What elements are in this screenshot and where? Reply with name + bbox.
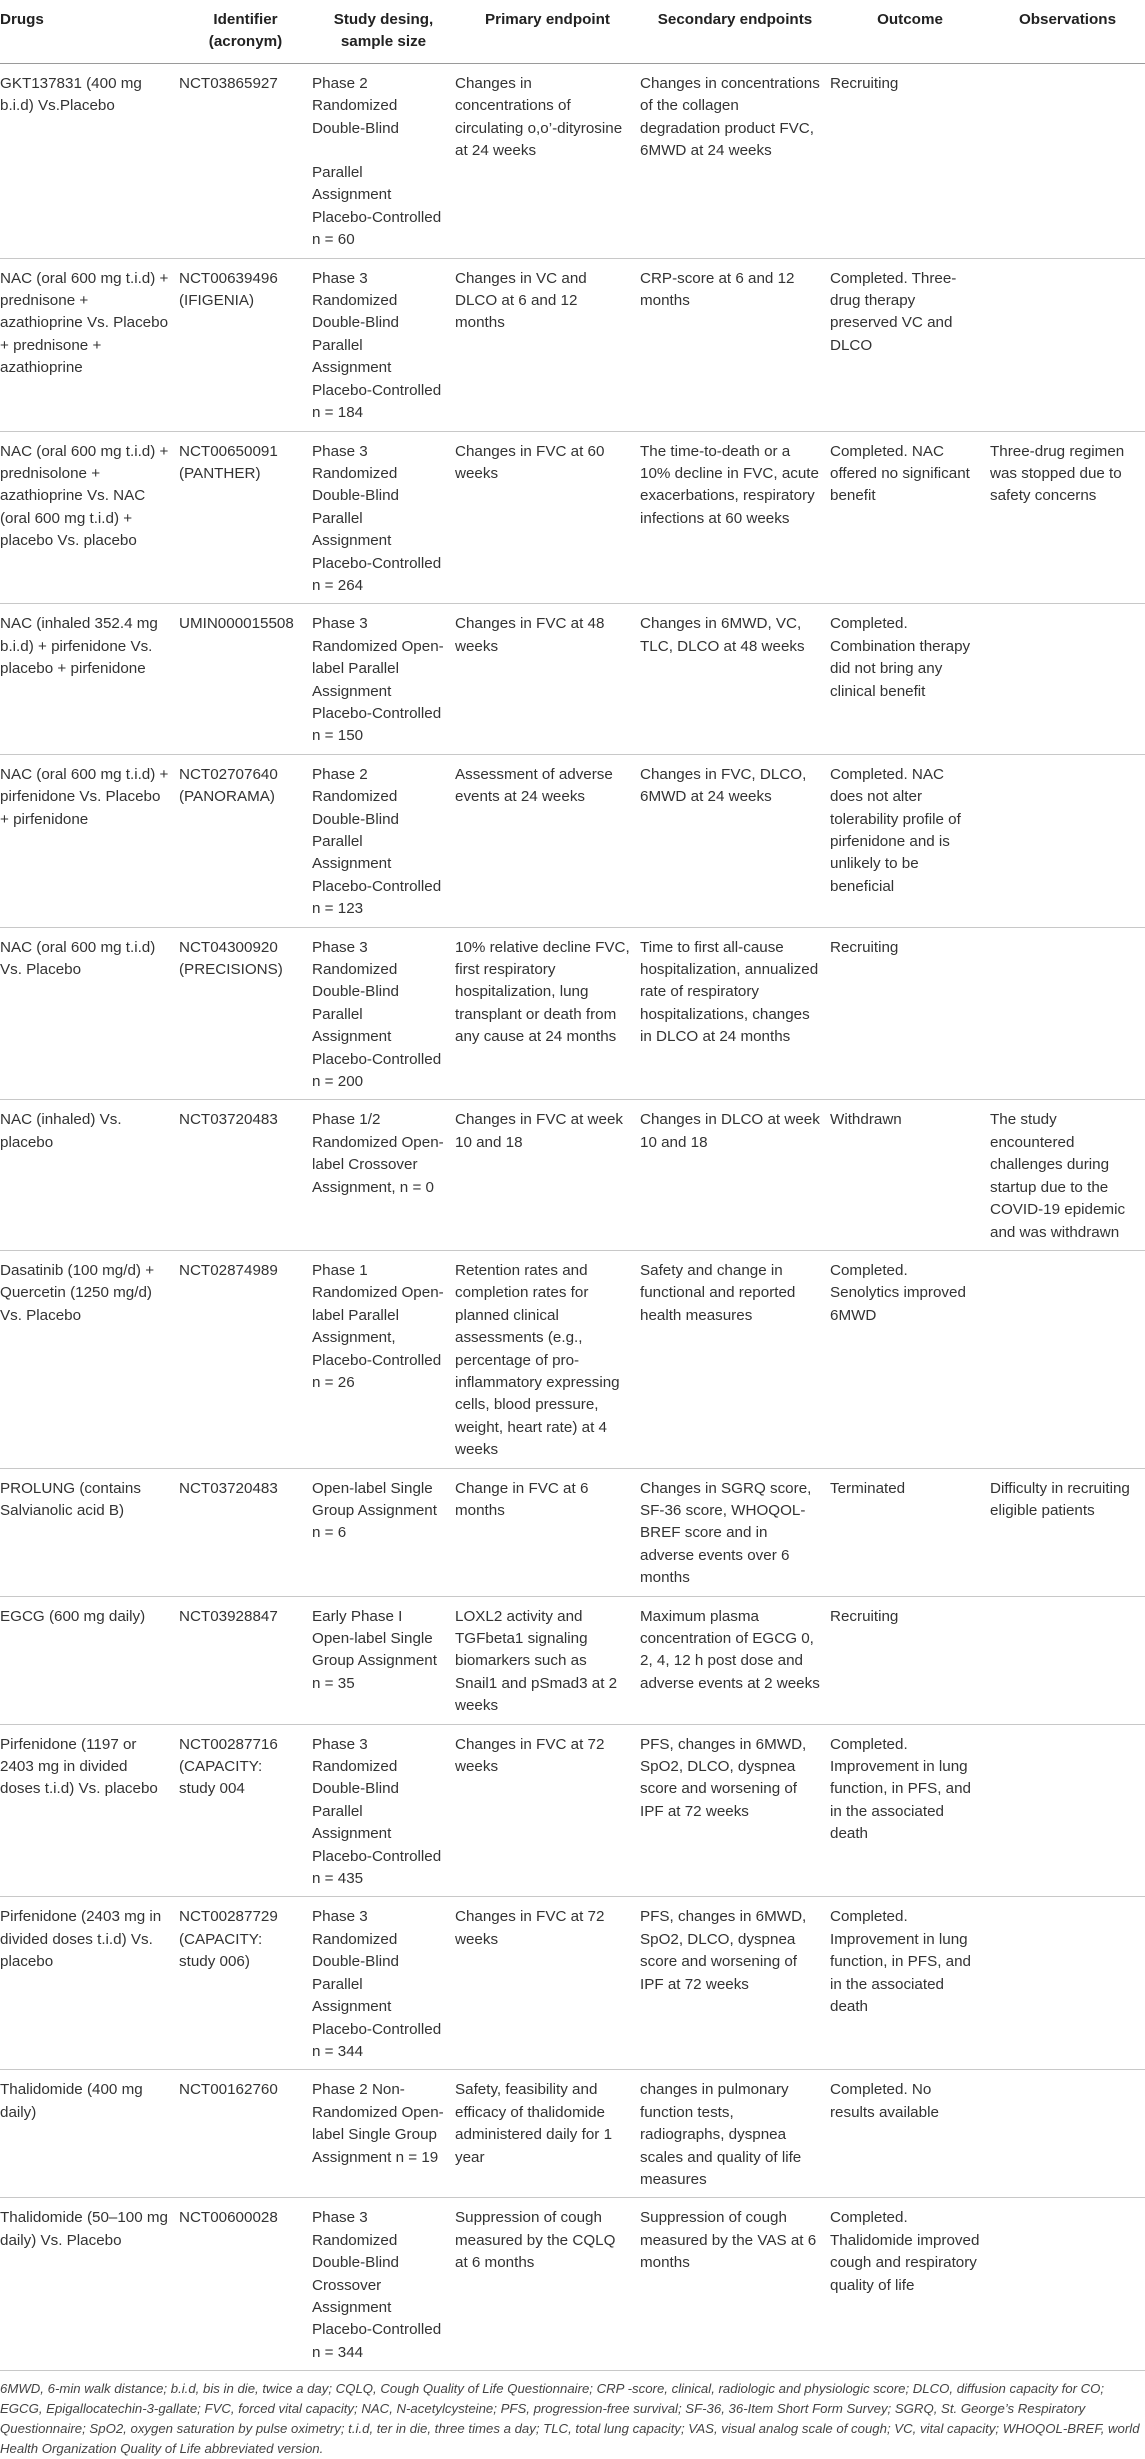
- cell-drugs: Pirfenidone (1197 or 2403 mg in divided doses t.i.d) Vs. placebo: [0, 1724, 179, 1897]
- cell-drugs: PROLUNG (contains Salvianolic acid B): [0, 1468, 179, 1596]
- header-outcome: Outcome: [830, 0, 990, 63]
- cell-drugs: NAC (oral 600 mg t.i.d) Vs. Placebo: [0, 927, 179, 1100]
- cell-secondary-endpoints: Changes in DLCO at week 10 and 18: [640, 1100, 830, 1250]
- cell-drugs: Dasatinib (100 mg/d) + Quercetin (1250 mg/d) Vs. Placebo: [0, 1250, 179, 1468]
- cell-secondary-endpoints: Changes in SGRQ score, SF-36 score, WHOQOL-BREF score and in adverse events over 6 months: [640, 1468, 830, 1596]
- cell-outcome: Completed. NAC does not alter tolerability profile of pirfenidone and is unlikely to be beneficial: [830, 754, 990, 927]
- header-drugs: Drugs: [0, 0, 179, 63]
- cell-identifier: NCT00162760: [179, 2070, 312, 2198]
- cell-study-design: [312, 431, 455, 604]
- cell-outcome: Completed. NAC offered no significant benefit: [830, 431, 990, 604]
- cell-observations: [990, 2070, 1145, 2198]
- table-row: [0, 1897, 1145, 2070]
- header-secondary-endpoints: Secondary endpoints: [640, 0, 830, 63]
- cell-secondary-endpoints: Changes in concentrations of the collagen degradation product FVC, 6MWD at 24 weeks: [640, 63, 830, 258]
- cell-study-design: [312, 1468, 455, 1596]
- cell-secondary-endpoints: Changes in FVC, DLCO, 6MWD at 24 weeks: [640, 754, 830, 927]
- cell-observations: [990, 258, 1145, 431]
- cell-outcome: Recruiting: [830, 927, 990, 1100]
- cell-secondary-endpoints: Time to first all-cause hospitalization, annualized rate of respiratory hospitalizations, changes in DLCO at 24 months: [640, 927, 830, 1100]
- table-row: [0, 2070, 1145, 2198]
- design-text-continued: Parallel Assignment Placebo-Controlled n = 60: [312, 164, 442, 249]
- design-text: Phase 3 Randomized Double-Blind Crossover Assignment Placebo-Controlled n = 344: [312, 2209, 442, 2361]
- cell-secondary-endpoints: PFS, changes in 6MWD, SpO2, DLCO, dyspnea score and worsening of IPF at 72 weeks: [640, 1897, 830, 2070]
- cell-primary-endpoint: Retention rates and completion rates for planned clinical assessments (e.g., percentage of pro-inflammatory expressing cells, blood pressure, weight, heart rate) at 4 weeks: [455, 1250, 640, 1468]
- cell-observations: [990, 2198, 1145, 2371]
- cell-study-design: [312, 754, 455, 927]
- cell-secondary-endpoints: Maximum plasma concentration of EGCG 0, 2, 4, 12 h post dose and adverse events at 2 weeks: [640, 1596, 830, 1724]
- cell-primary-endpoint: Safety, feasibility and efficacy of thalidomide administered daily for 1 year: [455, 2070, 640, 2198]
- header-observations: Observations: [990, 0, 1145, 63]
- cell-drugs: NAC (oral 600 mg t.i.d) + pirfenidone Vs. Placebo + pirfenidone: [0, 754, 179, 927]
- table-row: [0, 927, 1145, 1100]
- cell-primary-endpoint: Changes in FVC at week 10 and 18: [455, 1100, 640, 1250]
- cell-drugs: Thalidomide (50–100 mg daily) Vs. Placebo: [0, 2198, 179, 2371]
- cell-drugs: GKT137831 (400 mg b.i.d) Vs.Placebo: [0, 63, 179, 258]
- cell-study-design: [312, 1250, 455, 1468]
- cell-identifier: NCT03928847: [179, 1596, 312, 1724]
- table-row: [0, 2198, 1145, 2371]
- cell-observations: Three-drug regimen was stopped due to safety concerns: [990, 431, 1145, 604]
- header-study-design: Study desing, sample size: [312, 0, 455, 63]
- cell-drugs: NAC (oral 600 mg t.i.d) + prednisone + azathioprine Vs. Placebo + prednisone + azathioprine: [0, 258, 179, 431]
- header-primary-endpoint: Primary endpoint: [455, 0, 640, 63]
- cell-identifier: NCT02707640 (PANORAMA): [179, 754, 312, 927]
- table-body: [0, 63, 1145, 2370]
- cell-observations: [990, 1250, 1145, 1468]
- cell-secondary-endpoints: Safety and change in functional and reported health measures: [640, 1250, 830, 1468]
- design-text: Phase 3 Randomized Double-Blind Parallel Assignment Placebo-Controlled n = 184: [312, 269, 442, 422]
- cell-primary-endpoint: Changes in FVC at 72 weeks: [455, 1724, 640, 1897]
- table-footnote: 6MWD, 6-min walk distance; b.i.d, bis in die, twice a day; CQLQ, Cough Quality of Life Questionnaire; CRP -score, clinical, radiologic and physiologic score; DLCO, diffusion capacity for CO; EGCG, Epigallocatechin-3-gallate; FVC, forced vital capacity; NAC, N-acetylcysteine; PFS, progression-free survival; SF-36, 36-Item Short Form Survey; SGRQ, St. George’s Respiratory Questionnaire; SpO2, oxygen saturation by pulse oximetry; t.i.d, ter in die, three times a day; TLC, total lung capacity; VAS, visual analog scale of cough; VC, vital capacity; WHOQOL-BREF, world Health Organization Quality of Life abbreviated version.: [0, 2381, 1140, 2457]
- cell-study-design: [312, 604, 455, 754]
- cell-drugs: NAC (oral 600 mg t.i.d) + prednisolone + azathioprine Vs. NAC (oral 600 mg t.i.d) + placebo Vs. placebo: [0, 431, 179, 604]
- design-text: Phase 2 Randomized Double-Blind Parallel Assignment Placebo-Controlled n = 123: [312, 765, 442, 918]
- cell-study-design: [312, 927, 455, 1100]
- cell-primary-endpoint: Change in FVC at 6 months: [455, 1468, 640, 1596]
- design-text: Open-label Single Group Assignment n = 6: [312, 1479, 437, 1542]
- table-row: [0, 604, 1145, 754]
- cell-drugs: Pirfenidone (2403 mg in divided doses t.i.d) Vs. placebo: [0, 1897, 179, 2070]
- cell-secondary-endpoints: The time-to-death or a 10% decline in FVC, acute exacerbations, respiratory infections at 60 weeks: [640, 431, 830, 604]
- cell-study-design: [312, 2198, 455, 2371]
- table-row: [0, 1724, 1145, 1897]
- cell-primary-endpoint: Changes in FVC at 48 weeks: [455, 604, 640, 754]
- cell-outcome: Recruiting: [830, 1596, 990, 1724]
- cell-drugs: Thalidomide (400 mg daily): [0, 2070, 179, 2198]
- cell-observations: Difficulty in recruiting eligible patients: [990, 1468, 1145, 1596]
- design-text: Phase 1/2 Randomized Open-label Crossover Assignment, n = 0: [312, 1111, 444, 1196]
- cell-secondary-endpoints: Changes in 6MWD, VC, TLC, DLCO at 48 weeks: [640, 604, 830, 754]
- cell-identifier: NCT00287716 (CAPACITY: study 004: [179, 1724, 312, 1897]
- cell-observations: [990, 63, 1145, 258]
- cell-drugs: NAC (inhaled 352.4 mg b.i.d) + pirfenidone Vs. placebo + pirfenidone: [0, 604, 179, 754]
- table-row: [0, 431, 1145, 604]
- cell-outcome: Withdrawn: [830, 1100, 990, 1250]
- cell-outcome: Completed. Thalidomide improved cough and respiratory quality of life: [830, 2198, 990, 2371]
- cell-primary-endpoint: Changes in VC and DLCO at 6 and 12 months: [455, 258, 640, 431]
- cell-primary-endpoint: 10% relative decline FVC, first respiratory hospitalization, lung transplant or death from any cause at 24 months: [455, 927, 640, 1100]
- table-row: [0, 1596, 1145, 1724]
- cell-primary-endpoint: Changes in concentrations of circulating o,o’-dityrosine at 24 weeks: [455, 63, 640, 258]
- cell-observations: [990, 1897, 1145, 2070]
- cell-outcome: Completed. Improvement in lung function, in PFS, and in the associated death: [830, 1724, 990, 1897]
- cell-study-design: [312, 2070, 455, 2198]
- cell-outcome: Completed. No results available: [830, 2070, 990, 2198]
- cell-secondary-endpoints: Suppression of cough measured by the VAS at 6 months: [640, 2198, 830, 2371]
- table-row: [0, 754, 1145, 927]
- cell-outcome: Completed. Combination therapy did not bring any clinical benefit: [830, 604, 990, 754]
- cell-study-design: [312, 63, 455, 258]
- cell-study-design: [312, 1897, 455, 2070]
- design-text: Phase 3 Randomized Double-Blind Parallel Assignment Placebo-Controlled n = 435: [312, 1735, 442, 1888]
- cell-identifier: NCT04300920 (PRECISIONS): [179, 927, 312, 1100]
- cell-outcome: Terminated: [830, 1468, 990, 1596]
- cell-outcome: Completed. Senolytics improved 6MWD: [830, 1250, 990, 1468]
- cell-primary-endpoint: Assessment of adverse events at 24 weeks: [455, 754, 640, 927]
- cell-identifier: NCT03865927: [179, 63, 312, 258]
- header-row: [0, 0, 1145, 63]
- cell-primary-endpoint: Changes in FVC at 60 weeks: [455, 431, 640, 604]
- cell-primary-endpoint: Suppression of cough measured by the CQLQ at 6 months: [455, 2198, 640, 2371]
- design-text: Phase 2 Non-Randomized Open-label Single Group Assignment n = 19: [312, 2081, 444, 2166]
- cell-study-design: [312, 258, 455, 431]
- cell-outcome: Completed. Improvement in lung function, in PFS, and in the associated death: [830, 1897, 990, 2070]
- design-text: Phase 3 Randomized Double-Blind Parallel Assignment Placebo-Controlled n = 264: [312, 442, 442, 594]
- cell-identifier: NCT00650091 (PANTHER): [179, 431, 312, 604]
- cell-observations: [990, 754, 1145, 927]
- cell-secondary-endpoints: changes in pulmonary function tests, radiographs, dyspnea scales and quality of life measures: [640, 2070, 830, 2198]
- table-row: [0, 63, 1145, 258]
- cell-identifier: NCT03720483: [179, 1468, 312, 1596]
- cell-identifier: NCT00287729 (CAPACITY: study 006): [179, 1897, 312, 2070]
- cell-primary-endpoint: LOXL2 activity and TGFbeta1 signaling biomarkers such as Snail1 and pSmad3 at 2 weeks: [455, 1596, 640, 1724]
- cell-drugs: NAC (inhaled) Vs. placebo: [0, 1100, 179, 1250]
- design-text: Phase 3 Randomized Open-label Parallel Assignment Placebo-Controlled n = 150: [312, 615, 444, 745]
- design-text: Early Phase I Open-label Single Group Assignment n = 35: [312, 1607, 437, 1692]
- cell-study-design: [312, 1100, 455, 1250]
- design-text: Phase 2 Randomized Double-Blind: [312, 74, 399, 137]
- cell-observations: [990, 1724, 1145, 1897]
- cell-identifier: NCT02874989: [179, 1250, 312, 1468]
- design-text: Phase 3 Randomized Double-Blind Parallel Assignment Placebo-Controlled n = 344: [312, 1908, 442, 2060]
- table-row: [0, 258, 1145, 431]
- cell-identifier: NCT03720483: [179, 1100, 312, 1250]
- cell-observations: [990, 604, 1145, 754]
- cell-outcome: Completed. Three-drug therapy preserved VC and DLCO: [830, 258, 990, 431]
- cell-study-design: [312, 1724, 455, 1897]
- cell-primary-endpoint: Changes in FVC at 72 weeks: [455, 1897, 640, 2070]
- cell-identifier: NCT00639496 (IFIGENIA): [179, 258, 312, 431]
- table-row: [0, 1100, 1145, 1250]
- cell-study-design: [312, 1596, 455, 1724]
- cell-secondary-endpoints: PFS, changes in 6MWD, SpO2, DLCO, dyspnea score and worsening of IPF at 72 weeks: [640, 1724, 830, 1897]
- cell-observations: [990, 927, 1145, 1100]
- table-header: [0, 0, 1145, 63]
- cell-outcome: Recruiting: [830, 63, 990, 258]
- design-gap: [312, 140, 445, 162]
- cell-identifier: UMIN000015508: [179, 604, 312, 754]
- cell-identifier: NCT00600028: [179, 2198, 312, 2371]
- cell-observations: [990, 1596, 1145, 1724]
- table-row: [0, 1468, 1145, 1596]
- table-row: [0, 1250, 1145, 1468]
- cell-secondary-endpoints: CRP-score at 6 and 12 months: [640, 258, 830, 431]
- design-text: Phase 3 Randomized Double-Blind Parallel Assignment Placebo-Controlled n = 200: [312, 938, 442, 1091]
- cell-observations: The study encountered challenges during startup due to the COVID-19 epidemic and was withdrawn: [990, 1100, 1145, 1250]
- header-identifier: Identifier (acronym): [179, 0, 312, 63]
- cell-drugs: EGCG (600 mg daily): [0, 1596, 179, 1724]
- design-text: Phase 1 Randomized Open-label Parallel Assignment, Placebo-Controlled n = 26: [312, 1261, 444, 1391]
